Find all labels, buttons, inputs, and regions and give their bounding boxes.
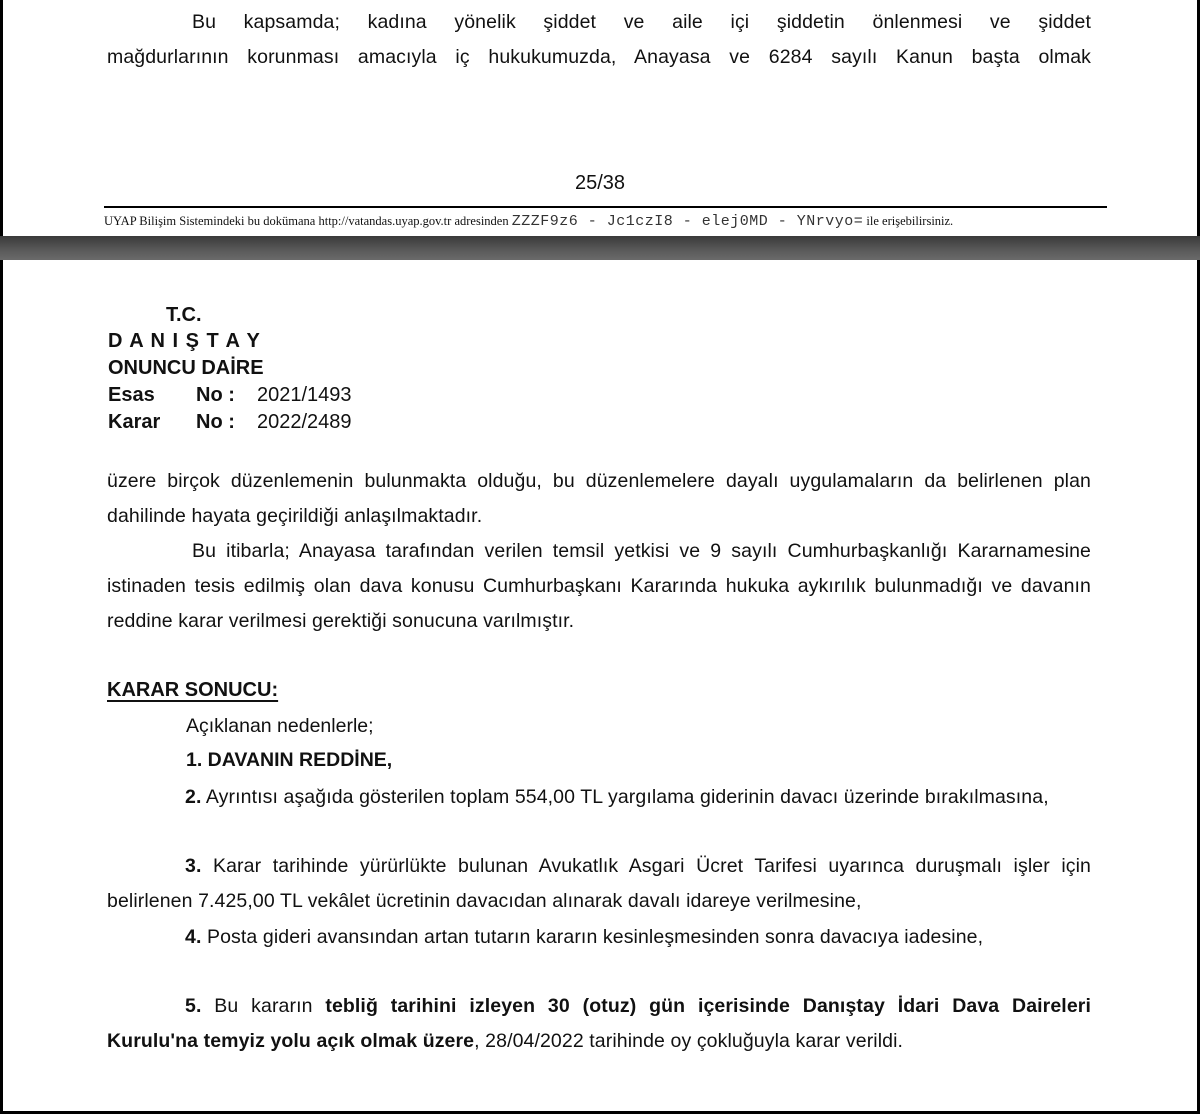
header-chamber: ONUNCU DAİRE — [108, 357, 264, 379]
header-court: D A N I Ş T A Y — [108, 330, 261, 352]
karar-item-2 — [107, 780, 1091, 815]
karar-item-3 — [107, 849, 1091, 919]
karar-label: Karar — [108, 411, 161, 433]
karar-item-4 — [107, 920, 1091, 955]
karar-intro: Açıklanan nedenlerle; — [186, 715, 374, 737]
body-paragraph-1: üzere birçok düzenlemenin bulunmakta olduğu, bu düzenlemelere dayalı uygulamaların da belirlenen plan dahilinde hayata geçirildiği anlaşılmaktadır. — [107, 470, 1091, 527]
karar-item-1: 1. DAVANIN REDDİNE, — [186, 749, 393, 771]
page-separator — [0, 236, 1200, 260]
top-paragraph-line1: Bu kapsamda; kadına yönelik şiddet ve aile içi şiddetin önlenmesi ve şiddet — [192, 11, 1091, 33]
karar-item-3-number: 3. — [185, 855, 202, 877]
karar-item-2-number: 2. — [185, 786, 202, 808]
uyap-footer-prefix: UYAP Bilişim Sistemindeki bu dokümana http://vatandas.uyap.gov.tr adresinden — [104, 214, 509, 228]
esas-number: 2021/1493 — [257, 384, 352, 406]
document-access-code: ZZZF9z6 - Jc1czI8 - elej0MD - YNrvyo= — [511, 213, 864, 230]
karar-item-4-number: 4. — [185, 926, 202, 948]
esas-label: Esas — [108, 384, 155, 406]
karar-item-5-bold: tebliğ tarihini izleyen 30 (otuz) gün içerisinde Danıştay İdari Dava Daireleri Kurulu'na temyiz yolu açık olmak üzere — [107, 995, 1091, 1052]
karar-item-3-text: Karar tarihinde yürürlükte bulunan Avukatlık Asgari Ücret Tarifesi uyarınca duruşmalı işler için belirlenen 7.425,00 TL vekâlet ücretinin davacıdan alınarak davalı idareye verilmesine, — [107, 855, 1091, 912]
body-paragraph-2: Bu itibarla; Anayasa tarafından verilen temsil yetkisi ve 9 sayılı Cumhurbaşkanlığı Kararnamesine istinaden tesis edilmiş olan dava konusu Cumhurbaşkanı Kararında hukuka aykırılık bulunmadığı ve davanın reddine karar verilmesi gerektiği sonucuna varılmıştır. — [107, 540, 1091, 632]
karar-item-5 — [107, 989, 1091, 1059]
header-tc: T.C. — [166, 304, 202, 326]
esas-no-label: No : — [196, 384, 235, 406]
page-number: 25/38 — [574, 172, 626, 194]
uyap-footer-suffix: ile erişebilirsiniz. — [866, 214, 954, 228]
karar-item-4-text: Posta gideri avansından artan tutarın kararın kesinleşmesinden sonra davacıya iadesine, — [207, 926, 984, 948]
karar-item-2-text: Ayrıntısı aşağıda gösterilen toplam 554,00 TL yargılama giderinin davacı üzerinde bırakılmasına, — [205, 786, 1049, 808]
karar-sonucu-heading: KARAR SONUCU: — [107, 679, 279, 701]
top-paragraph-line2: mağdurlarının korunması amacıyla iç hukukumuzda, Anayasa ve 6284 sayılı Kanun başta olmak — [107, 46, 1091, 68]
karar-no-label: No : — [196, 411, 235, 433]
karar-item-5-number: 5. — [185, 995, 202, 1017]
karar-number: 2022/2489 — [257, 411, 352, 433]
karar-item-5-pre: Bu kararın — [214, 995, 313, 1017]
uyap-footer — [104, 211, 1109, 232]
karar-item-5-post: , 28/04/2022 tarihinde oy çokluğuyla karar verildi. — [474, 1030, 904, 1052]
footer-rule — [104, 206, 1107, 208]
